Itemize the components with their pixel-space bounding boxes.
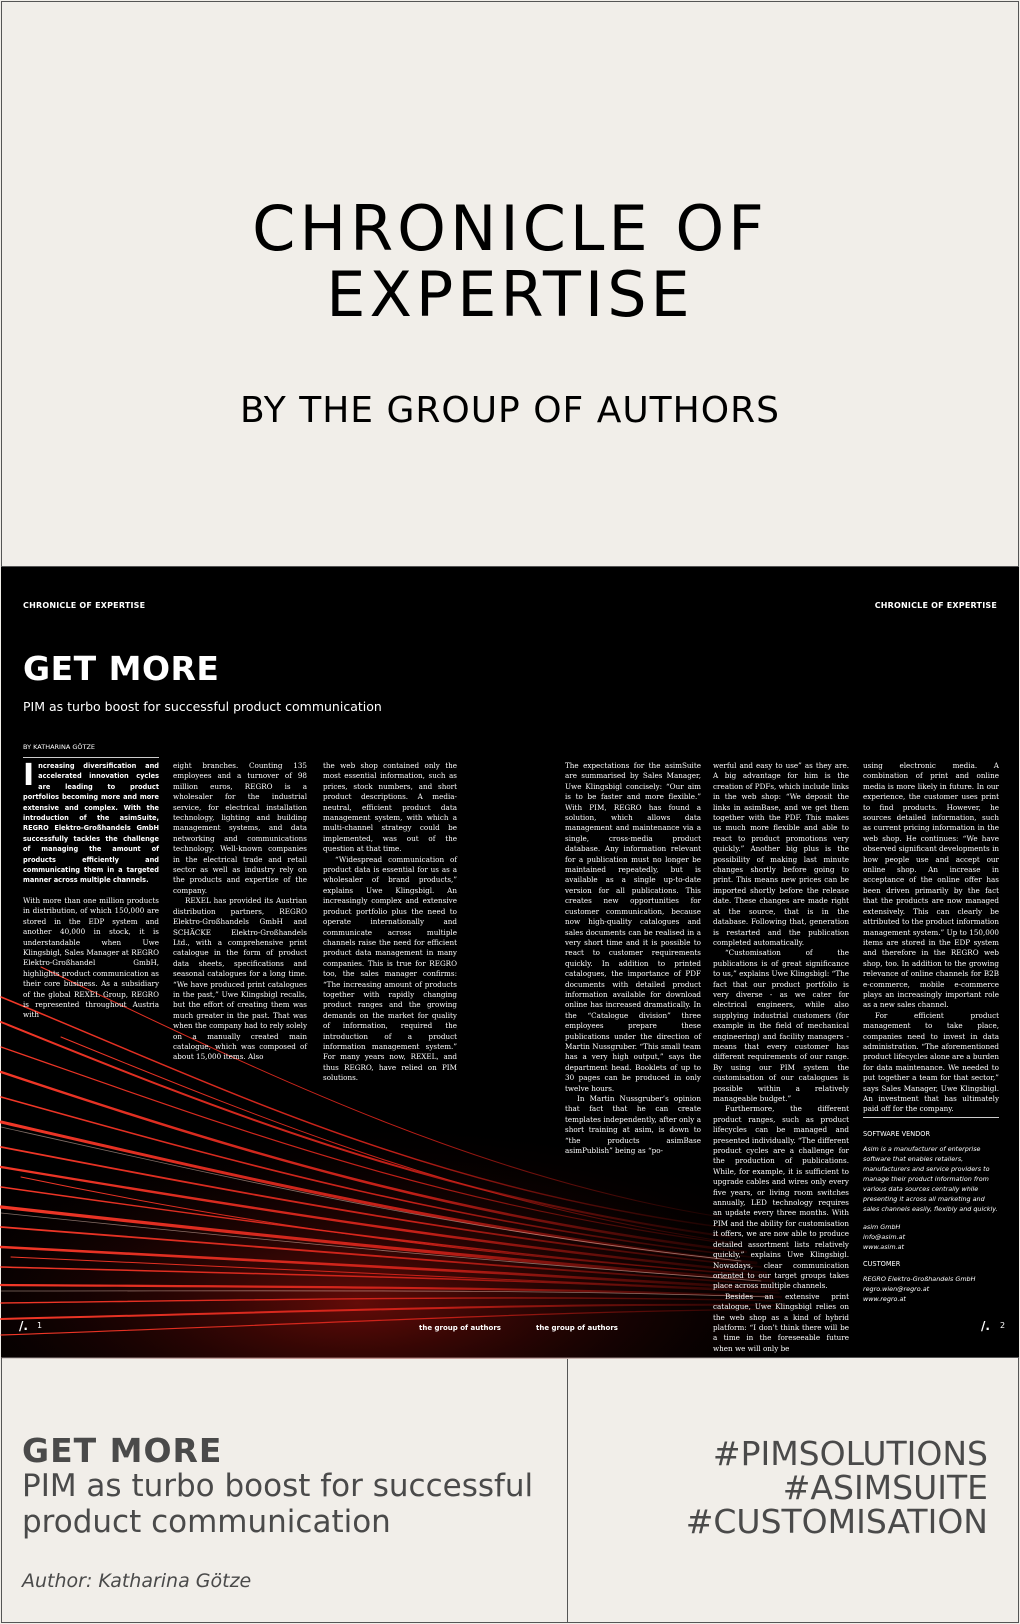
page-subtitle: BY THE GROUP OF AUTHORS bbox=[240, 390, 780, 431]
sidebar-vendor-heading: SOFTWARE VENDOR bbox=[863, 1130, 931, 1138]
panel-divider bbox=[567, 1359, 568, 1623]
article-column-5 bbox=[713, 761, 849, 1353]
paragraph: using electronic media. A combination of print and online media is more likely in future. In our experience, the customer uses print to find products. However, he sources detailed information, such as current pricing information in the web shop. He continues: “We have observed significant developments in how people use and accept our online shop. An increase in acceptance of the online offer has been driven primarily by the fact that the products are now managed extensively. This can clearly be attributed to the product information management system.” Up to 150,000 items are stored in the EDP system and therefore in the REGRO web shop, too. In addition to the growing relevance of online channels for B2B e-commerce, mobile e-commerce plays an increasingly important role as a new sales channel. bbox=[863, 761, 999, 1010]
article-column-4 bbox=[565, 761, 701, 1156]
customer-email: regro.wien@regro.at bbox=[863, 1285, 930, 1293]
paragraph: For efficient product management to take place, companies need to invest in data administration. “The aforementioned product lifecycles alone are a burden for data maintenance. We needed to put together a team for that sector,” says Sales Manager, Uwe Klingsbigl. An investment that has ultimately paid off for the company. bbox=[863, 1010, 999, 1114]
summary-subtitle: PIM as turbo boost for successful product communication bbox=[22, 1468, 534, 1540]
vendor-email: info@asim.at bbox=[863, 1233, 906, 1241]
article-column-2 bbox=[173, 761, 307, 1107]
page-number-left: 1 bbox=[37, 1321, 43, 1330]
hashtag[interactable]: #PIMSOLUTIONS bbox=[712, 1434, 988, 1473]
paragraph: With more than one million products in distribution, of which 150,000 are stored in the EDP system and another 40,000 in stock, it is understandable when Uwe Klingsbigl, Sales Manager at REGRO Elektro-Großhandel GmbH, highlights product communication as their core business. As a subsidiary of the global REXEL Group, REGRO is represented throughout Austria with bbox=[23, 895, 159, 1020]
magazine-spread bbox=[1, 566, 1019, 1358]
customer-name: REGRO Elektro-Großhandels GmbH bbox=[863, 1275, 976, 1283]
paragraph: “Customisation of the publications is of great significance to us,” explains Uwe Klingsbigl: “The fact that our product portfolio is very diverse - as we cater for electrical engineers, while also supplying industrial customers (for example in the field of mechanical engineering) and facility managers - means that every customer has different requirements of our range. By using our PIM system the customisation of our catalogues is possible within a relatively manageable budget.” bbox=[713, 948, 849, 1103]
article-byline: BY KATHARINA GÖTZE bbox=[23, 743, 159, 758]
paragraph: “Widespread communication of product data is essential for us as a wholesaler of brand products,” explains Uwe Klingsbigl. An increasingly complex and extensive product portfolio plus the need to operate internationally and communicate across multiple channels raise the need for efficient product data management in many companies. This is true for REGRO too, the sales manager confirms: “The increasing amount of products together with rapidly changing product ranges and the growing demands on the market for quality of information, required the introduction of a product information management system.” For many years now, REXEL, and thus REGRO, have relied on PIM solutions. bbox=[323, 854, 457, 1083]
paragraph: In Martin Nussgruber’s opinion that fact that he can create templates independently, after only a short training at asim, is down to “the products asimBase asimPublish” being as “po- bbox=[565, 1094, 701, 1156]
article-title: GET MORE bbox=[23, 649, 220, 688]
vendor-web: www.asim.at bbox=[863, 1243, 905, 1251]
lead-text: ncreasing diversification and accelerated innovation cycles are leading to product portfolios becoming more and more extensive and complex. With the introduction of the asimSuite, REGRO Elektro-Großhandels GmbH successfully tackles the challenge of managing the amount of products efficiently and communicating them in a targeted manner across multiple channels. bbox=[23, 762, 159, 885]
header bbox=[0, 0, 1020, 566]
footer-label-left: the group of authors bbox=[419, 1324, 501, 1332]
paragraph: the web shop contained only the most essential information, such as prices, stock numbers, and short product descriptions. A media-neutral, efficient product data management system, with which a multi-channel strategy could be implemented, was out of the question at that time. bbox=[323, 761, 457, 854]
info-sidebar bbox=[863, 1117, 999, 1312]
drop-cap: I bbox=[23, 758, 35, 793]
customer-web: www.regro.at bbox=[863, 1295, 906, 1303]
page-title bbox=[0, 192, 1020, 331]
article-column-6 bbox=[863, 761, 999, 1114]
summary-author: Author: Katharina Götze bbox=[22, 1570, 252, 1592]
page-number-right: 2 bbox=[1000, 1321, 1006, 1330]
paragraph: Besides an extensive print catalogue, Uwe Klingsbigl relies on the web shop as a kind of hybrid platform: “I don’t think there will be a time in the foreseeable future when we will only be bbox=[713, 1291, 849, 1353]
title-line-1: CHRONICLE OF bbox=[252, 192, 768, 265]
summary-title: GET MORE bbox=[22, 1431, 223, 1470]
article-lead bbox=[23, 758, 159, 886]
sidebar-vendor-contact bbox=[863, 1222, 999, 1252]
paragraph: werful and easy to use” as they are. A big advantage for him is the creation of PDFs, which include links in the web shop: “We deposit the links in asimBase, and we get them together with the PDF. This makes us much more flexible and able to react to product promotions very quickly.” Another big plus is the possibility of making last minute changes shortly before going to print. This means new prices can be imported shortly before the release date. These changes are made right at the source, that is in the database. Following that, generation is restarted and the publication completed automatically. bbox=[713, 761, 849, 947]
article-column-1 bbox=[23, 758, 159, 1091]
hashtag-list bbox=[685, 1434, 988, 1541]
paragraph: The expectations for the asimSuite are summarised by Sales Manager, Uwe Klingsbigl concisely: “Our aim is to be faster and more flexible.” With PIM, REGRO has found a solution, which allows data management and maintenance via a single, cross-media product database. Any information relevant for a publication must no longer be maintained repeatedly, but is available as a single up-to-date version for all publications. This creates new opportunities for customer communication, because now high-quality catalogues and sales documents can be realised in a very short time and it is possible to react to customer requirements quickly. In addition to printed catalogues, the importance of PDF documents with detailed product information available for download online has increased dramatically. In the “Catalogue division” three employees prepare these publications under the direction of Martin Nussgruber. “This small team has a very high output,” says the department head. Booklets of up to 30 pages can be produced in only twelve hours. bbox=[565, 761, 701, 1093]
sidebar-vendor-text: Asim is a manufacturer of enterprise software that enables retailers, manufacturers and service providers to manage their product information from various data sources centrally while presenting it across all marketing and sales channels easily, flexibly and quickly. bbox=[863, 1145, 998, 1213]
hashtag[interactable]: #ASIMSUITE bbox=[782, 1468, 988, 1507]
paragraph: Furthermore, the different product ranges, such as product lifecycles can be managed and presented individually. “The different product cycles are a challenge for the production of publications. While, for example, it is sufficient to upgrade cables and wires only every five years, or living room switches annually, LED technology requires an update every three months. With PIM and the ability for customisation it offers, we are now able to produce detailed assortment lists relatively quickly,” explains Uwe Klingsbigl. Nowadays, clear communication oriented to our target groups takes place across multiple channels. bbox=[713, 1104, 849, 1291]
sidebar-customer-heading: CUSTOMER bbox=[863, 1260, 901, 1268]
running-head-right: CHRONICLE OF EXPERTISE bbox=[874, 601, 997, 610]
article-subtitle: PIM as turbo boost for successful product communication bbox=[23, 699, 382, 714]
footer-label-right: the group of authors bbox=[536, 1324, 618, 1332]
slash-logo-icon: /. bbox=[981, 1319, 990, 1333]
vendor-name: asim GmbH bbox=[863, 1223, 901, 1231]
title-line-2: EXPERTISE bbox=[326, 258, 694, 331]
slash-logo-icon: /. bbox=[19, 1319, 28, 1333]
running-head-left: CHRONICLE OF EXPERTISE bbox=[23, 601, 146, 610]
paragraph: eight branches. Counting 135 employees and a turnover of 98 million euros, REGRO is a wholesaler for the industrial service, for electrical installation technology, lighting and building management systems, and data networking and communications technology. Well-known companies in the electrical trade and retail sector as well as industry rely on the products and expertise of the company. bbox=[173, 761, 307, 895]
hashtag[interactable]: #CUSTOMISATION bbox=[685, 1502, 988, 1541]
paragraph: REXEL has provided its Austrian distribution partners, REGRO Elektro-Großhandels GmbH and SCHÄCKE Elektro-Großhandels Ltd., with a comprehensive print catalogue in the form of product data sheets, specifications and seasonal catalogues for a long time. “We have produced print catalogues in the past,” Uwe Klingsbigl recalls, but the effort of creating them was much greater in the past. That was when the company had to rely solely on a manually created main catalogue, which was composed of about 15,000 items. Also bbox=[173, 896, 307, 1062]
sidebar-customer-contact bbox=[863, 1274, 999, 1304]
article-column-3 bbox=[323, 761, 457, 1097]
